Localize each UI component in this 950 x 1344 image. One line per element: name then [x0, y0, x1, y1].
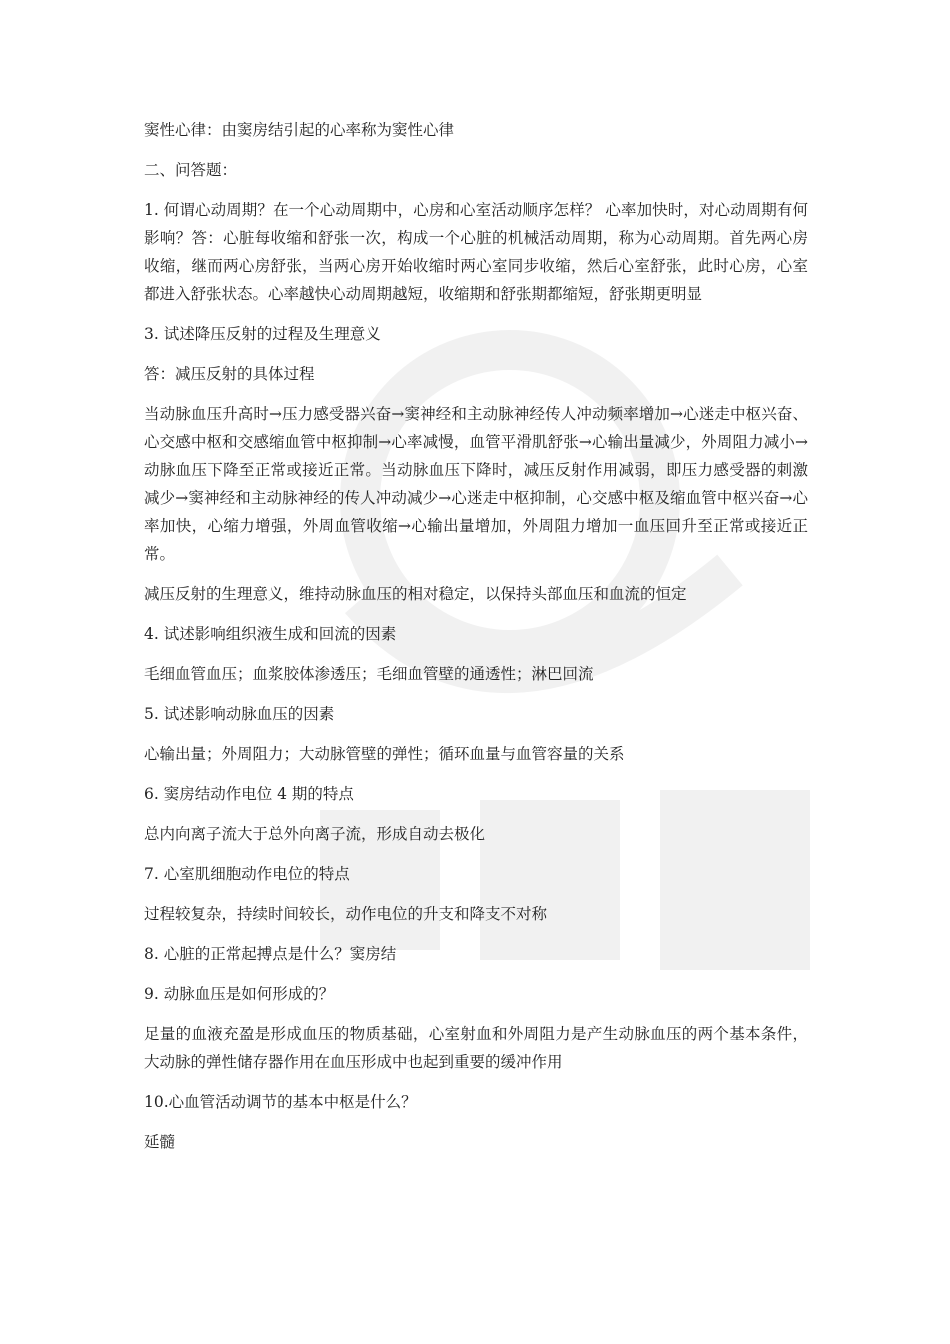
answer-3-process: 当动脉血压升高时→压力感受器兴奋→窦神经和主动脉神经传人冲动频率增加→心迷走中枢兴奋、心交感中枢和交感缩血管中枢抑制→心率减慢，血管平滑肌舒张→心输出量减少，外周阻力减小→动脉血压下降至正常或接近正常。当动脉血压下降时，减压反射作用减弱，即压力感受器的刺激减少→窦神经和主动脉神经的传人冲动减少→心迷走中枢抑制，心交感中枢及缩血管中枢兴奋→心率加快，心缩力增强，外周血管收缩→心输出量增加，外周阻力增加一血压回升至正常或接近正常。 [144, 405, 808, 563]
section-heading-qa: 二、问答题： [144, 161, 238, 179]
question-9-title: 9. 动脉血压是如何形成的？ [144, 985, 335, 1003]
definition-sinus-rhythm: 窦性心律：由窦房结引起的心率称为窦性心律 [144, 121, 455, 139]
question-3-title: 3. 试述降压反射的过程及生理意义 [144, 325, 381, 343]
question-1-cardiac-cycle: 1. 何谓心动周期？在一个心动周期中，心房和心室活动顺序怎样？ 心率加快时，对心动周期有何影响？答：心脏每收缩和舒张一次，构成一个心脏的机械活动周期，称为心动周期。首先两心房收缩，继而两心房舒张，当两心房开始收缩时两心室同步收缩，然后心室舒张，此时心房，心室都进入舒张状态。心率越快心动周期越短，收缩期和舒张期都缩短，舒张期更明显 [144, 201, 808, 303]
question-5-title: 5. 试述影响动脉血压的因素 [144, 705, 335, 723]
answer-9: 足量的血液充盈是形成血压的物质基础，心室射血和外周阻力是产生动脉血压的两个基本条件，大动脉的弹性储存器作用在血压形成中也起到重要的缓冲作用 [144, 1025, 808, 1071]
question-10-title: 10.心血管活动调节的基本中枢是什么？ [144, 1093, 417, 1111]
answer-3-significance: 减压反射的生理意义，维持动脉血压的相对稳定，以保持头部血压和血流的恒定 [144, 585, 687, 603]
answer-6: 总内向离子流大于总外向离子流，形成自动去极化 [144, 825, 486, 843]
question-6-title: 6. 窦房结动作电位 4 期的特点 [144, 785, 354, 803]
answer-10: 延髓 [144, 1133, 176, 1151]
answer-7: 过程较复杂，持续时间较长，动作电位的升支和降支不对称 [144, 905, 548, 923]
document-body [144, 116, 808, 1168]
question-4-title: 4. 试述影响组织液生成和回流的因素 [144, 625, 397, 643]
question-8-with-answer: 8. 心脏的正常起搏点是什么？窦房结 [144, 945, 397, 963]
question-7-title: 7. 心室肌细胞动作电位的特点 [144, 865, 350, 883]
answer-5: 心输出量；外周阻力；大动脉管壁的弹性；循环血量与血管容量的关系 [144, 745, 625, 763]
answer-4: 毛细血管血压；血浆胶体渗透压；毛细血管壁的通透性；淋巴回流 [144, 665, 594, 683]
answer-3-intro: 答：减压反射的具体过程 [144, 365, 315, 383]
